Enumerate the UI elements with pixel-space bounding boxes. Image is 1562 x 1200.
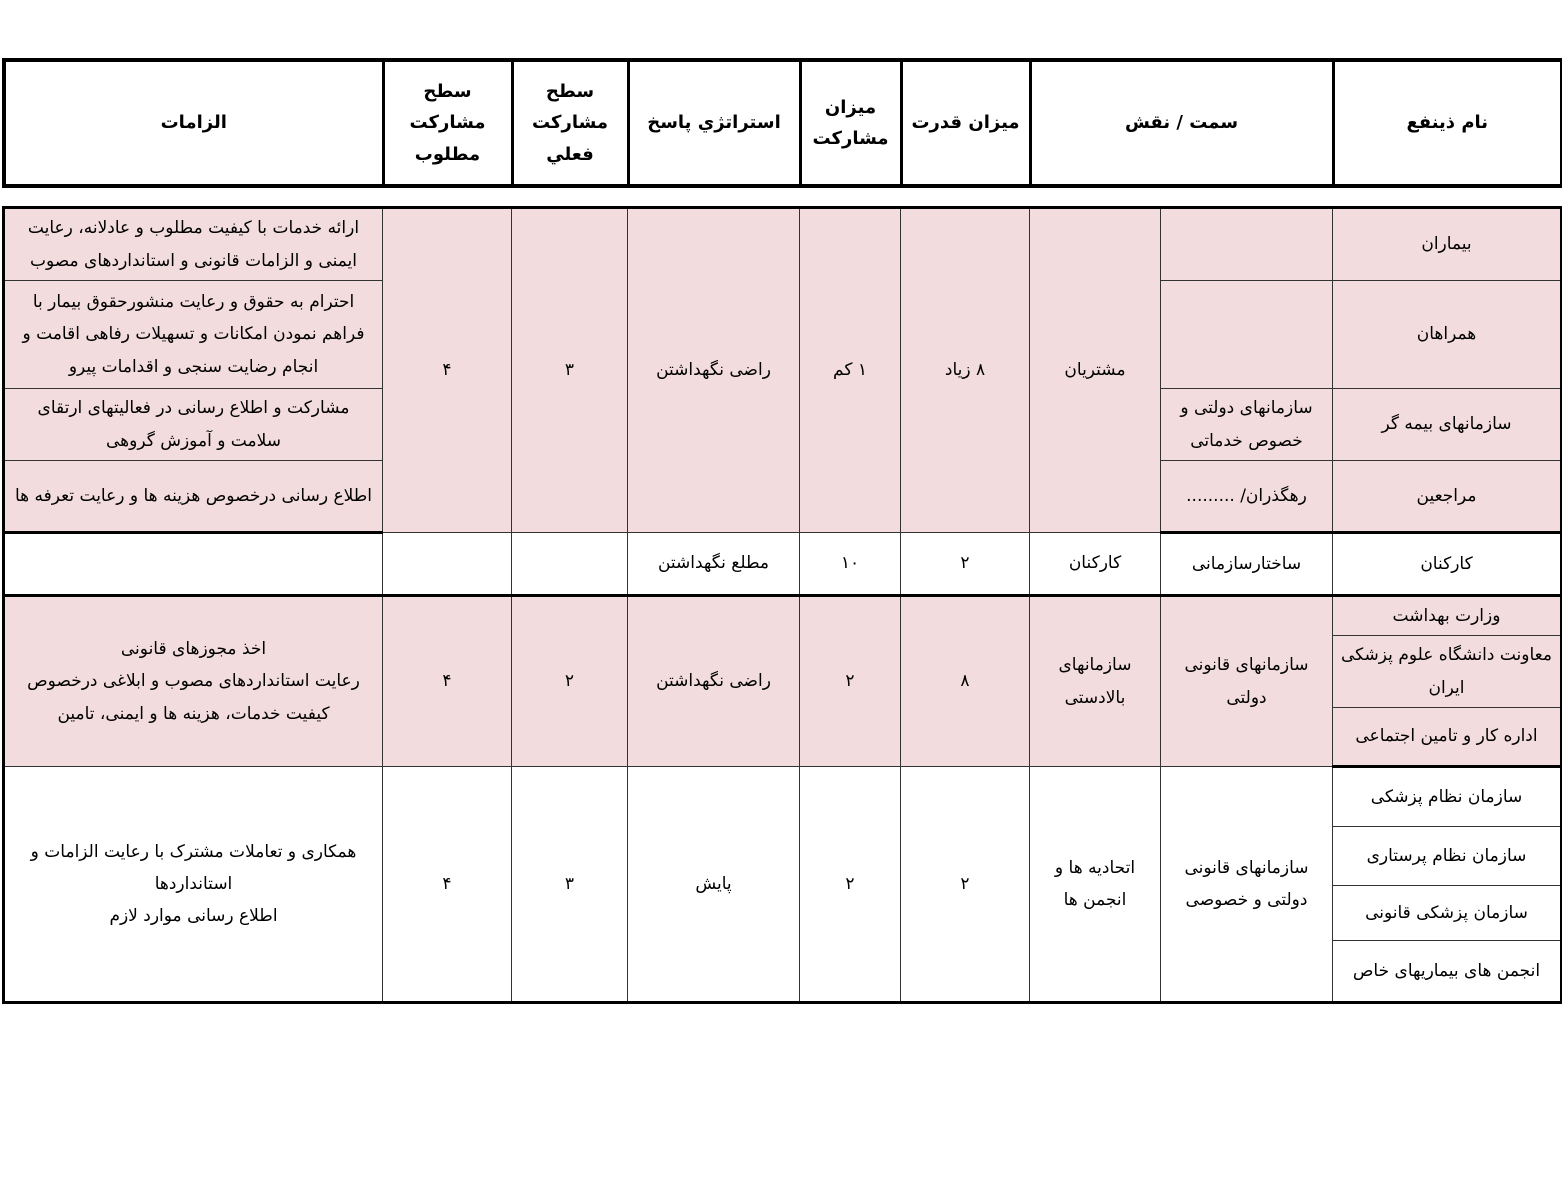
sub-role: سازمانهای قانونی دولتی و خصوصی: [1161, 767, 1333, 1003]
stakeholder-name: بیماران: [1333, 208, 1562, 281]
sub-role: سازمانهای قانونی دولتی: [1161, 596, 1333, 767]
header-desired-level: سطح مشارکت مطلوب: [383, 60, 512, 186]
requirement: احترام به حقوق و رعایت منشورحقوق بیمار با فراهم نمودن امکانات و تسهیلات رفاهی اقامت و انجام رضایت سنجی و اقدامات پیرو: [4, 281, 383, 389]
current-level: ۳: [512, 767, 628, 1003]
desired-level: ۴: [383, 596, 512, 767]
requirement: مشارکت و اطلاع رسانی در فعالیتهای ارتقای سلامت و آموزش گروهی: [4, 389, 383, 461]
stakeholder-name: همراهان: [1333, 281, 1562, 389]
header-power: میزان قدرت: [901, 60, 1030, 186]
participation: ۱۰: [800, 533, 901, 596]
requirement-line: اخذ مجوزهای قانونی: [120, 639, 267, 660]
stakeholder-name: مراجعین: [1333, 461, 1562, 533]
header-strategy: استراتژي پاسخ: [628, 60, 800, 186]
stakeholder-name: سازمان نظام پرستاری: [1333, 827, 1562, 886]
header-role: سمت / نقش: [1030, 60, 1333, 186]
requirement-line: همکاری و تعاملات مشترک با رعایت الزامات و استانداردها: [30, 841, 357, 894]
header-participation: میزان مشارکت: [800, 60, 901, 186]
requirement: [4, 533, 383, 596]
stakeholder-table: [2, 206, 1562, 1004]
header-stakeholder-name: نام ذینفع: [1333, 60, 1562, 186]
participation: ۲: [800, 767, 901, 1003]
power: ۲: [901, 533, 1030, 596]
stakeholder-table-header: [2, 58, 1562, 188]
current-level: [512, 533, 628, 596]
sub-role: [1161, 208, 1333, 281]
table-row: [4, 596, 1562, 636]
stakeholder-name: اداره کار و تامین اجتماعی: [1333, 708, 1562, 767]
power: ۸: [901, 596, 1030, 767]
desired-level: ۴: [383, 767, 512, 1003]
requirement: [4, 596, 383, 767]
requirement: ارائه خدمات با کیفیت مطلوب و عادلانه، رعایت ایمنی و الزامات قانونی و استانداردهای مصوب: [4, 208, 383, 281]
strategy: پایش: [628, 767, 800, 1003]
requirement: اطلاع رسانی درخصوص هزینه ها و رعایت تعرفه ها: [4, 461, 383, 533]
sub-role: رهگذران/ .........: [1161, 461, 1333, 533]
stakeholder-name: سازمانهای بیمه گر: [1333, 389, 1562, 461]
requirement: [4, 767, 383, 1003]
strategy: راضی نگهداشتن: [628, 208, 800, 533]
stakeholder-name: سازمان پزشکی قانونی: [1333, 886, 1562, 941]
table-row: [4, 767, 1562, 827]
requirement-line: اطلاع رسانی موارد لازم: [109, 906, 278, 927]
table-row: [4, 208, 1562, 281]
stakeholder-name: سازمان نظام پزشکی: [1333, 767, 1562, 827]
sub-role: سازمانهای دولتی و خصوص خدماتی: [1161, 389, 1333, 461]
role: مشتریان: [1030, 208, 1161, 533]
desired-level: ۴: [383, 208, 512, 533]
strategy: راضی نگهداشتن: [628, 596, 800, 767]
table-row: [4, 533, 1562, 596]
strategy: مطلع نگهداشتن: [628, 533, 800, 596]
role: سازمانهای بالادستی: [1030, 596, 1161, 767]
power: ۲: [901, 767, 1030, 1003]
sub-role: [1161, 281, 1333, 389]
stakeholder-name: وزارت بهداشت: [1333, 596, 1562, 636]
participation: ۱ کم: [800, 208, 901, 533]
current-level: ۲: [512, 596, 628, 767]
sub-role: ساختارسازمانی: [1161, 533, 1333, 596]
participation: ۲: [800, 596, 901, 767]
stakeholder-name: انجمن های بیماریهای خاص: [1333, 941, 1562, 1003]
stakeholder-name: کارکنان: [1333, 533, 1562, 596]
role: کارکنان: [1030, 533, 1161, 596]
header-requirements: الزامات: [4, 60, 383, 186]
stakeholder-name: معاونت دانشگاه علوم پزشکی ایران: [1333, 636, 1562, 708]
power: ۸ زیاد: [901, 208, 1030, 533]
current-level: ۳: [512, 208, 628, 533]
role: اتحادیه ها و انجمن ها: [1030, 767, 1161, 1003]
header-current-level: سطح مشارکت فعلي: [512, 60, 628, 186]
requirement-line: رعایت استانداردهای مصوب و ابلاغی درخصوص کیفیت خدمات، هزینه ها و ایمنی، تامین: [27, 671, 360, 724]
desired-level: [383, 533, 512, 596]
